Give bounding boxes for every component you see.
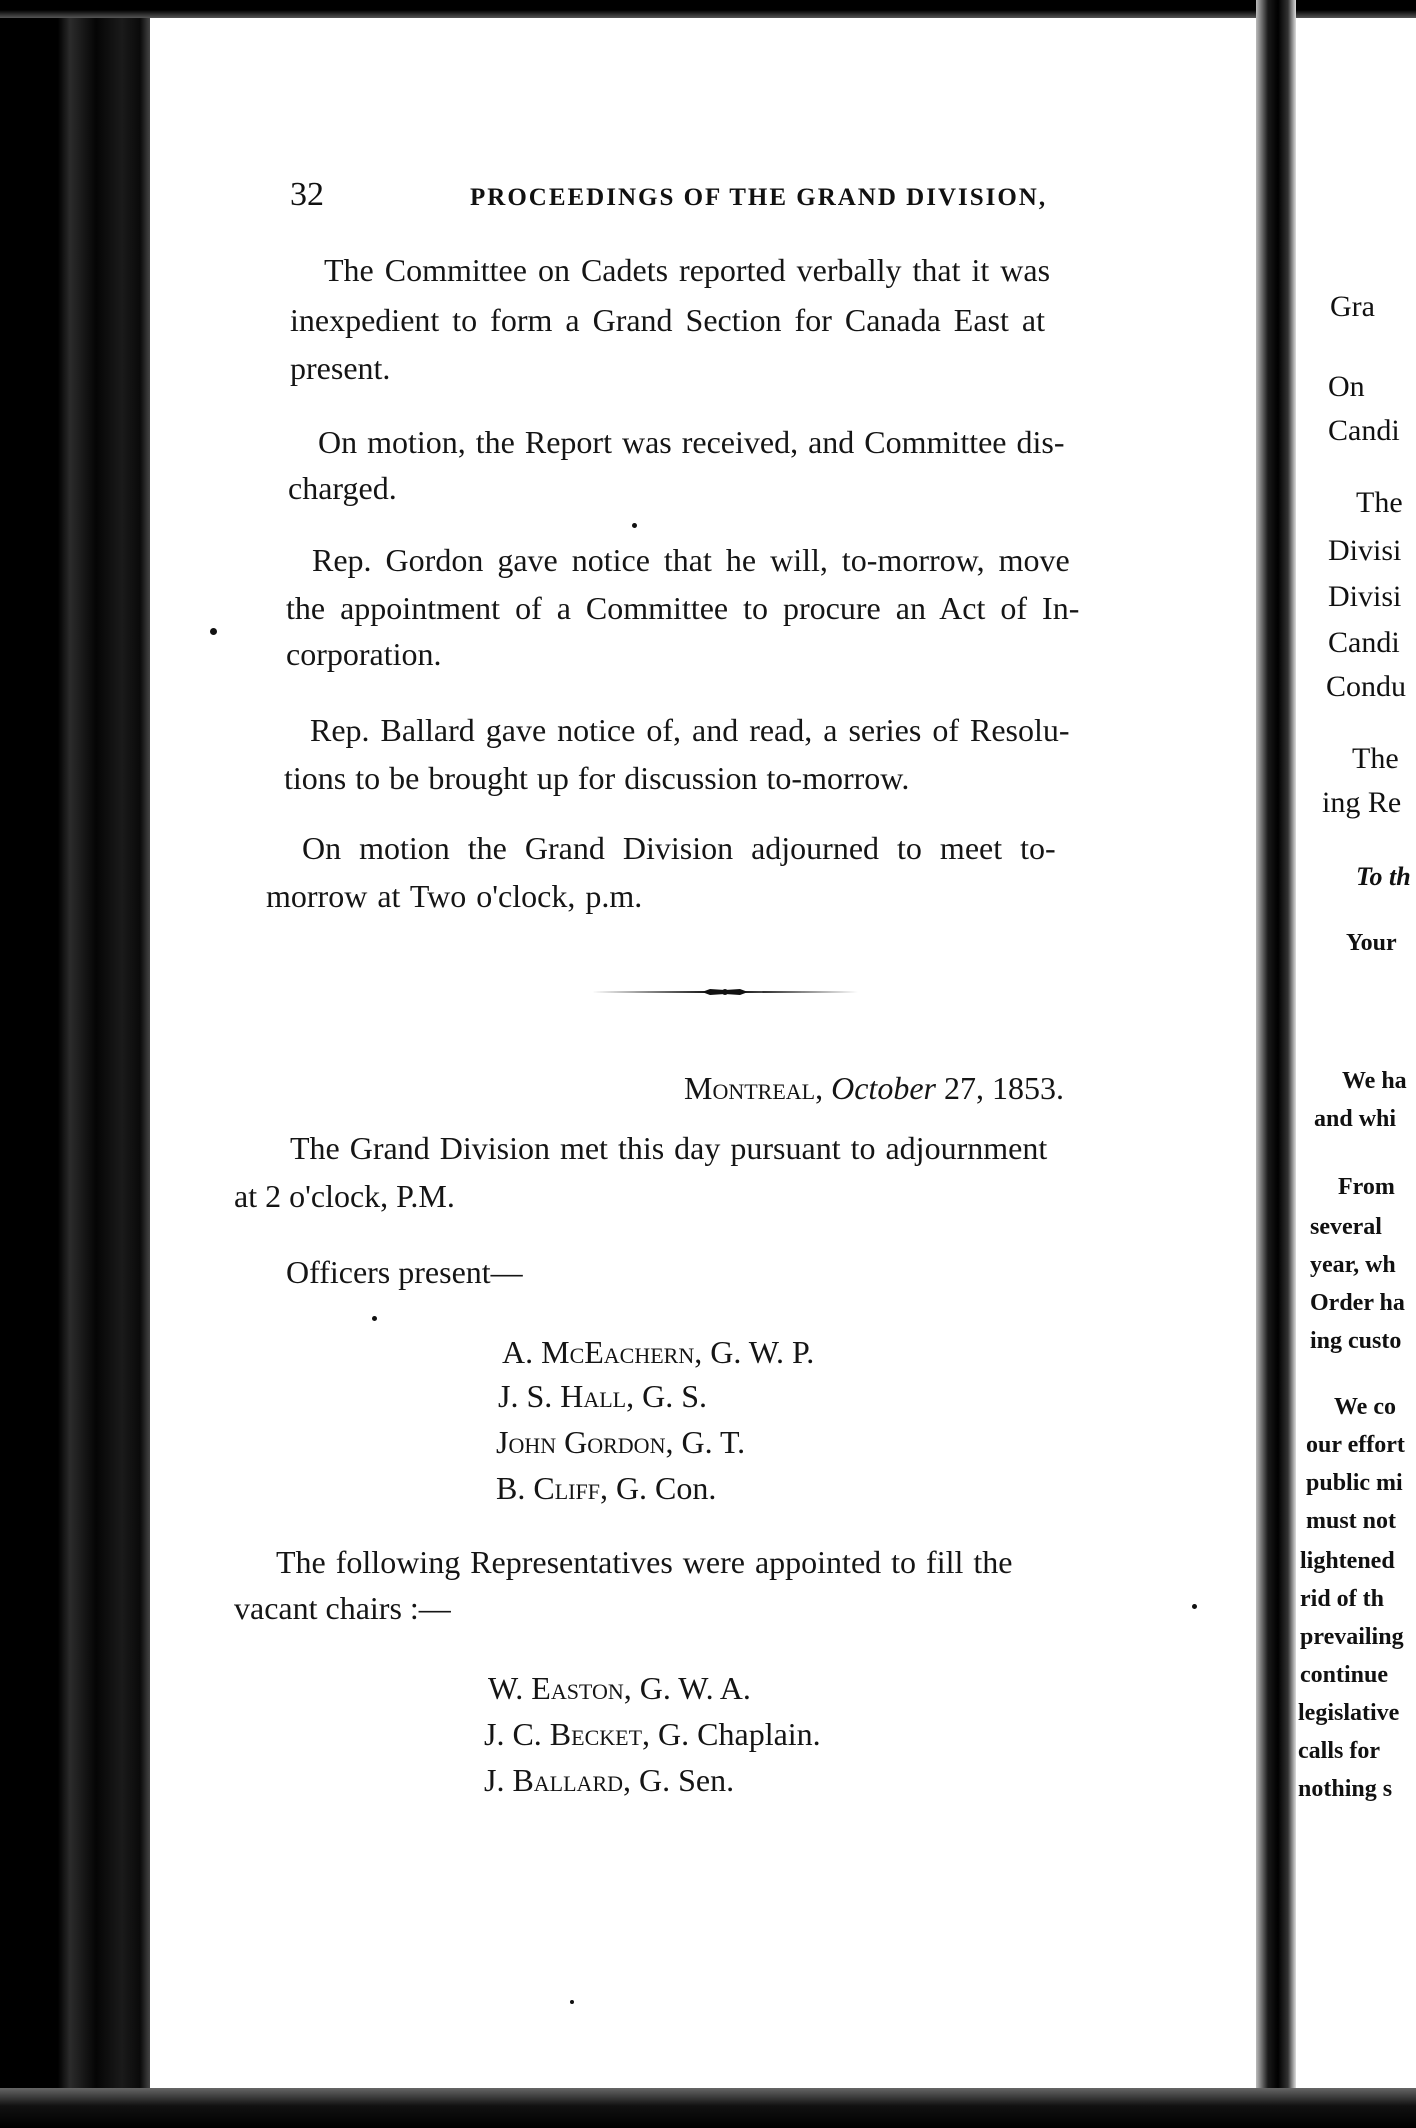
officer-entry: J. S. Hall, G. S. [498, 1378, 708, 1414]
officer-entry: John Gordon, G. T. [496, 1424, 746, 1460]
paragraph-line: vacant chairs :— [234, 1590, 451, 1626]
facing-page-fragment: To th [1356, 862, 1411, 891]
facing-page-fragment: Candi [1328, 414, 1400, 447]
facing-page-fragment: and whi [1314, 1106, 1397, 1132]
facing-page-fragment: Order ha [1310, 1290, 1405, 1316]
representative-name: Easton [531, 1670, 624, 1706]
print-speck [210, 628, 217, 635]
facing-page-fragment: Condu [1326, 670, 1407, 703]
facing-page-fragment: We co [1334, 1394, 1396, 1420]
representative-entry: J. C. Becket, G. Chaplain. [484, 1716, 821, 1752]
officer-name: John Gordon [496, 1424, 666, 1460]
officer-name: Cliff [533, 1470, 600, 1506]
paragraph-line: The following Representatives were appointed to fill the [276, 1544, 1013, 1580]
facing-page-fragment: From [1338, 1174, 1395, 1200]
paragraph-line: morrow at Two o'clock, p.m. [266, 878, 643, 914]
print-speck [632, 523, 637, 528]
print-speck [1192, 1604, 1197, 1609]
paragraph-line: inexpedient to form a Grand Section for Canada East at [290, 302, 1045, 338]
facing-page-fragment: Gra [1330, 290, 1375, 323]
facing-page-fragment: public mi [1306, 1470, 1403, 1496]
paragraph-line: at 2 o'clock, P.M. [234, 1178, 455, 1214]
paragraph-line: On motion, the Report was received, and Committee dis- [318, 424, 1065, 460]
facing-page-fragment: prevailing [1300, 1624, 1404, 1650]
facing-page-fragment: must not [1306, 1508, 1397, 1534]
running-head: PROCEEDINGS OF THE GRAND DIVISION, [470, 184, 1048, 211]
paragraph-line: the appointment of a Committee to procure an Act of In- [286, 590, 1080, 626]
facing-page-fragment: rid of th [1300, 1586, 1384, 1612]
page-number: 32 [290, 176, 324, 213]
paragraph-line: corporation. [286, 636, 442, 672]
facing-page-fragment: The [1352, 742, 1399, 775]
top-page-edge [0, 0, 1416, 18]
representative-name: Becket [549, 1716, 643, 1752]
facing-page-fragment: Divisi [1328, 534, 1402, 567]
paragraph-line: On motion the Grand Division adjourned to meet to- [302, 830, 1056, 866]
facing-page-fragment: calls for [1298, 1738, 1380, 1764]
page-fold [1256, 0, 1296, 2128]
print-speck [570, 2000, 574, 2004]
facing-page-fragment: legislative [1298, 1700, 1400, 1726]
facing-page-fragment: several [1310, 1214, 1382, 1240]
facing-page-fragment: year, wh [1310, 1252, 1396, 1278]
paragraph-line: The Grand Division met this day pursuant to adjournment [290, 1130, 1048, 1166]
facing-page-fragment: continue [1300, 1662, 1389, 1688]
paragraph-line: present. [290, 350, 391, 386]
paragraph-line: tions to be brought up for discussion to-morrow. [284, 760, 910, 796]
facing-page-fragment: ing custo [1310, 1328, 1402, 1354]
facing-page-fragment: lightened [1300, 1548, 1395, 1574]
representative-entry: J. Ballard, G. Sen. [484, 1762, 735, 1798]
dateline [684, 1070, 1064, 1107]
facing-page-fragment: We ha [1342, 1068, 1407, 1094]
facing-page-fragment: our effort [1306, 1432, 1405, 1458]
dateline-day: 27, [943, 1070, 984, 1106]
facing-page-fragment: On [1328, 370, 1365, 403]
facing-page-fragment: Your [1346, 930, 1397, 956]
print-speck [372, 1316, 377, 1321]
dateline-place: Montreal, [684, 1070, 824, 1106]
dateline-year: 1853. [991, 1070, 1064, 1106]
paragraph-line: charged. [288, 470, 397, 506]
representative-entry: W. Easton, G. W. A. [488, 1670, 751, 1706]
dateline-month: October [831, 1070, 936, 1106]
facing-page-fragment: Candi [1328, 626, 1400, 659]
book-binding-gutter [0, 0, 150, 2128]
paragraph-line: Rep. Gordon gave notice that he will, to-morrow, move [312, 542, 1070, 578]
officer-name: McEachern [541, 1334, 695, 1370]
officer-entry: A. McEachern, G. W. P. [502, 1334, 815, 1370]
bottom-page-edge [0, 2088, 1416, 2128]
representative-name: Ballard [512, 1762, 624, 1798]
facing-page-fragment: ing Re [1322, 786, 1402, 819]
facing-page-fragment: nothing s [1298, 1776, 1393, 1802]
officer-entry: B. Cliff, G. Con. [496, 1470, 717, 1506]
facing-page-fragment: The [1356, 486, 1403, 519]
officers-heading: Officers present— [286, 1254, 523, 1290]
section-divider-rule [590, 985, 860, 999]
paragraph-line: The Committee on Cadets reported verbally that it was [324, 252, 1051, 288]
officer-name: Hall [560, 1378, 627, 1414]
facing-page-fragment: Divisi [1328, 580, 1402, 613]
paragraph-line: Rep. Ballard gave notice of, and read, a series of Resolu- [310, 712, 1070, 748]
